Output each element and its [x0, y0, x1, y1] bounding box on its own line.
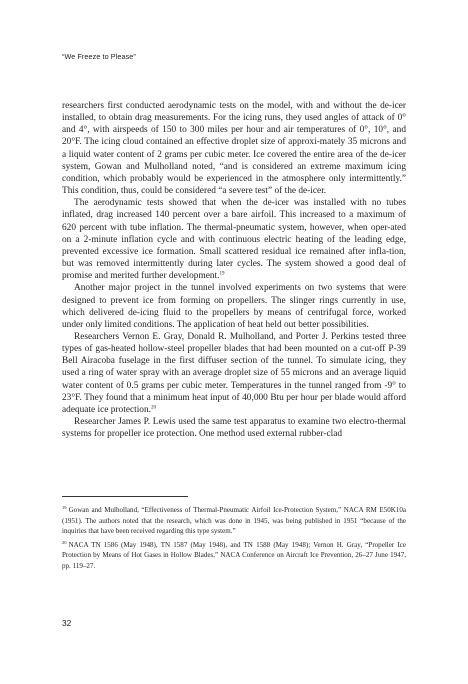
footnotes	[62, 505, 406, 574]
footnote-text: Gowan and Mulholland, “Effectiveness of Thermal-Pneumatic Airfoil Ice-Protection System,” NACA RM E50K10a (1951). The authors noted that the research, which was done in 1945, was being published in 1951 “because of the inquiries that have been received regarding this type system.”	[62, 506, 406, 535]
footnote-text: NACA TN 1586 (May 1948), TN 1587 (May 1948), and TN 1588 (May 1948); Vernon H. Gray, “Propeller Ice Protection by Means of Hot Gases in Hollow Blades,” NACA Conference on Aircraft Ice Prevention, 26–27 June 1947, pp. 119–27.	[62, 540, 406, 570]
paragraph-text: Researcher James P. Lewis used the same test apparatus to examine two electro-thermal systems for propeller ice protection. One method used external rubber-clad	[62, 417, 406, 440]
paragraph-text: researchers first conducted aerodynamic tests on the model, with and without the de-icer installed, to obtain drag measurements. For the icing runs, they used angles of attack of 0° and 4°, with airspeeds of 150 to 300 miles per hour and air temperatures of 0°, 10°, and 20°F. The icing cloud contained an effective droplet size of approxi-mately 35 microns and a liquid water content of 2 grams per cubic meter. Ice covered the entire area of the de-icer system, Gowan and Mulholland noted, “and is considered an extreme maximum icing condition, which probably would be experienced in the atmosphere only intermittently.” This condition, thus, could be considered “a severe test” of the de-icer.	[62, 101, 406, 197]
footnote	[62, 505, 406, 537]
paragraph-text: Another major project in the tunnel involved experiments on two systems that were designed to prevent ice from forming on propellers. The slinger rings currently in use, which delivered de-icing fluid to the propellers by means of centrifugal force, worked under only limited conditions. The application of heat held out better possibilities.	[62, 283, 406, 330]
footnote-number: 20	[62, 539, 67, 545]
footnote-ref: 19	[219, 271, 225, 277]
running-head: “We Freeze to Please”	[62, 52, 136, 61]
paragraph	[62, 197, 406, 282]
paragraph	[62, 416, 406, 440]
paragraph	[62, 282, 406, 331]
footnote-divider	[62, 496, 188, 497]
paragraph	[62, 100, 406, 197]
paragraph-text: The aerodynamic tests showed that when the de-icer was installed with no tubes inflated, drag increased 140 percent over a bare airfoil. This increased to a maximum of 620 percent with tube inflation. The thermal-pneumatic system, however, when oper-ated on a 2-minute inflation cycle and with continuous electric heating of the leading edge, prevented excessive ice formation. Small scattered residual ice remained after infla-tion, but was removed intermittently during later cycles. The system showed a good deal of promise and merited further development.	[62, 198, 406, 282]
paragraph-text: Researchers Vernon E. Gray, Donald R. Mulholland, and Porter J. Perkins tested three types of gas-heated hollow-steel propeller blades that had been mounted on a cut-off P-39 Bell Airacoba fuselage in the first diffuser section of the tunnel. To simulate icing, they used a ring of water spray with an average droplet size of 55 microns and an average liquid water content of 0.5 grams per cubic meter. Temperatures in the tunnel ranged from -9° to 23°F. They found that a minimum heat input of 40,000 Btu per hour per blade would afford adequate ice protection.	[62, 331, 406, 415]
page-number: 32	[62, 618, 72, 628]
footnote-ref: 20	[150, 405, 156, 411]
paragraph	[62, 331, 406, 416]
footnote	[62, 540, 406, 572]
body-text	[62, 100, 406, 440]
footnote-number: 19	[62, 505, 67, 511]
